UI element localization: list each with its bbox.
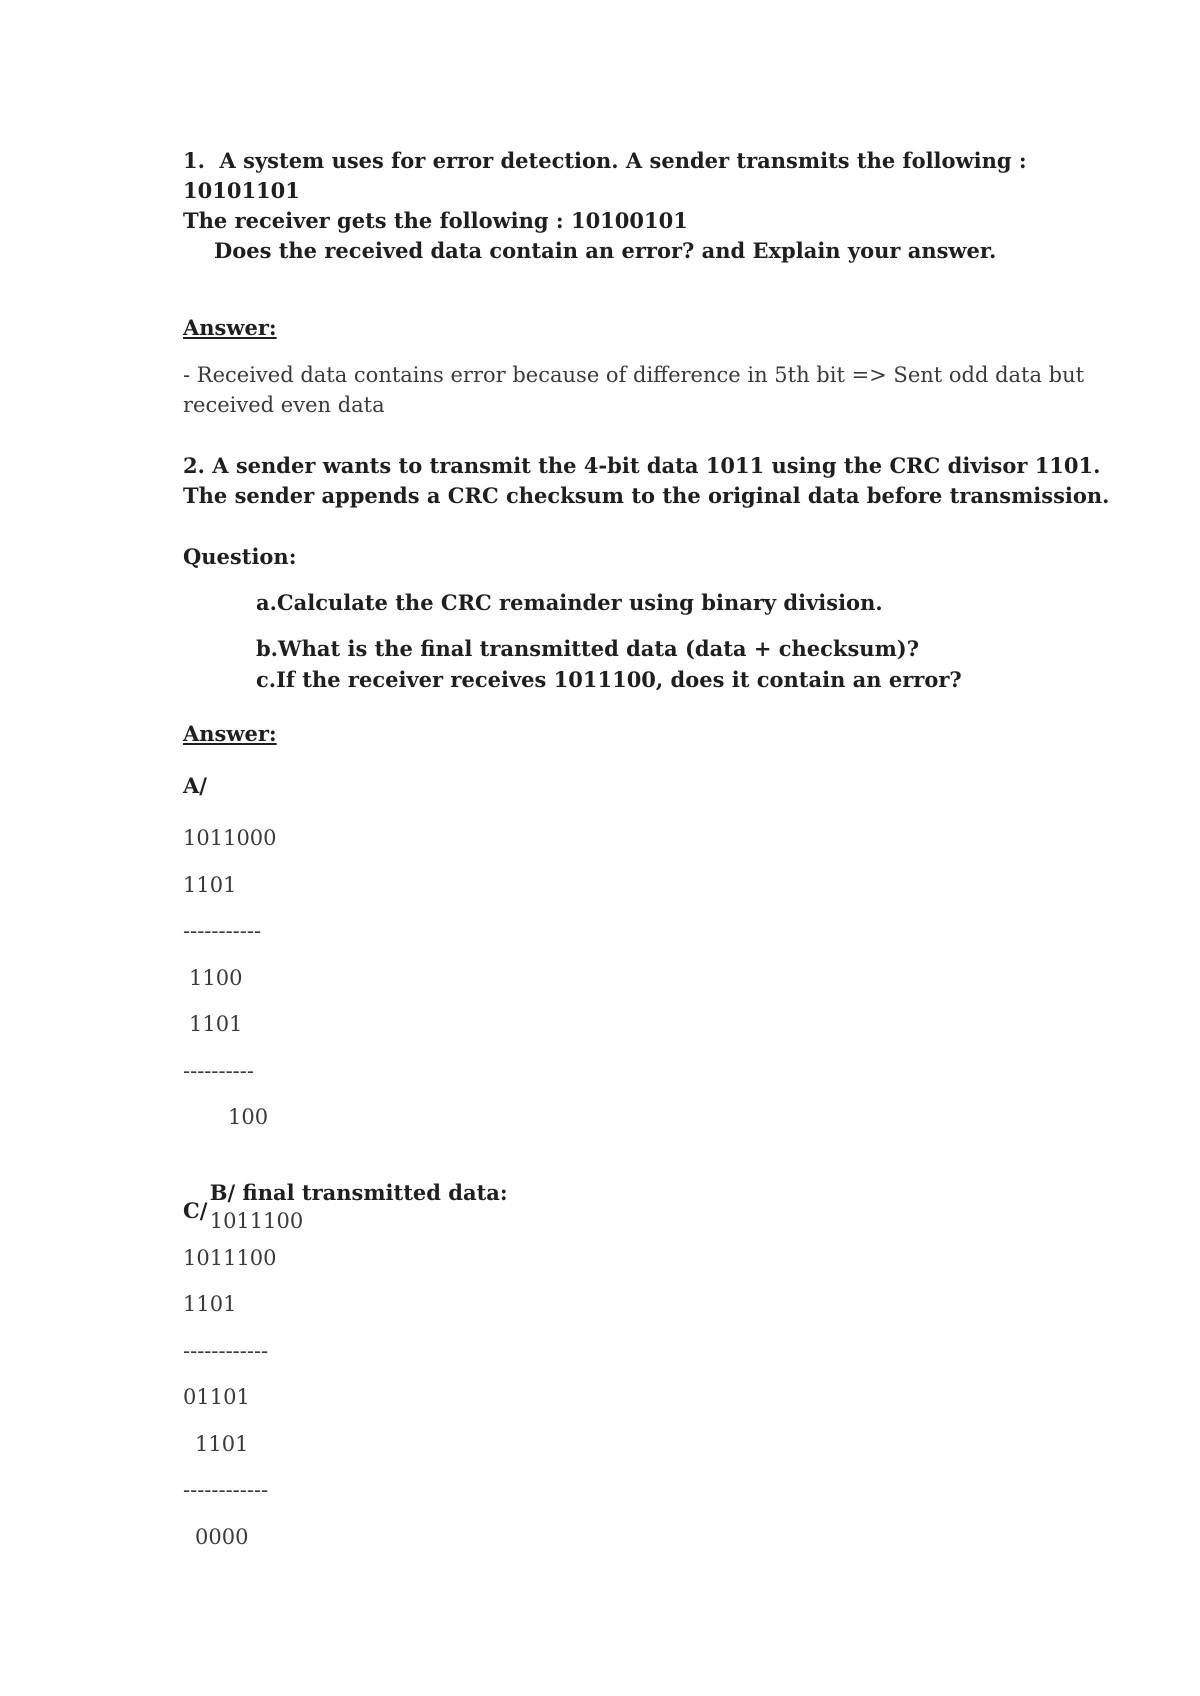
division-a-row: 1101 [189, 1012, 243, 1036]
division-c-row: ------------ [183, 1339, 269, 1363]
division-a-row: ----------- [183, 919, 262, 943]
division-c-row: 1101 [183, 1292, 237, 1316]
question-label: Question: [183, 544, 297, 569]
q2-part-c: c.If the receiver receives 1011100, does it contain an error? [256, 667, 962, 692]
division-a-row: 1011000 [183, 826, 277, 850]
part-b-value: 1011100 [209, 1209, 304, 1233]
q2-part-a: a.Calculate the CRC remainder using binary division. [256, 590, 883, 615]
division-a-row: ---------- [183, 1059, 254, 1083]
division-c-row: ------------ [183, 1478, 269, 1502]
division-c-row: 1011100 [183, 1246, 277, 1270]
answer-1-line-1: - Received data contains error because of difference in 5th bit => Sent odd data but [183, 363, 1085, 387]
q1-line-3: The receiver gets the following : 10100101 [183, 208, 688, 233]
part-b-label: B/ final transmitted data: [209, 1180, 508, 1205]
q2-line-1: 2. A sender wants to transmit the 4-bit data 1011 using the CRC divisor 1101. [183, 453, 1101, 478]
answer-1-line-2: received even data [183, 393, 385, 417]
part-c-label: C/ [183, 1198, 208, 1223]
division-a-row: 1101 [183, 873, 237, 897]
division-c-row: 0000 [195, 1525, 249, 1549]
answer-1-heading: Answer: [183, 315, 277, 340]
division-c-row: 01101 [183, 1385, 250, 1409]
answer-2-heading: Answer: [183, 721, 277, 746]
q1-line-4: Does the received data contain an error? and Explain your answer. [214, 238, 997, 263]
part-a-label: A/ [183, 773, 207, 798]
division-a-row: 1100 [189, 966, 243, 990]
division-c-row: 1101 [195, 1432, 249, 1456]
q2-part-b: b.What is the final transmitted data (data + checksum)? [256, 636, 920, 661]
division-a-row: 100 [228, 1105, 269, 1129]
q2-line-2: The sender appends a CRC checksum to the original data before transmission. [183, 483, 1110, 508]
q1-line-1: 1. A system uses for error detection. A sender transmits the following : [183, 148, 1027, 173]
q1-line-2: 10101101 [183, 178, 300, 203]
